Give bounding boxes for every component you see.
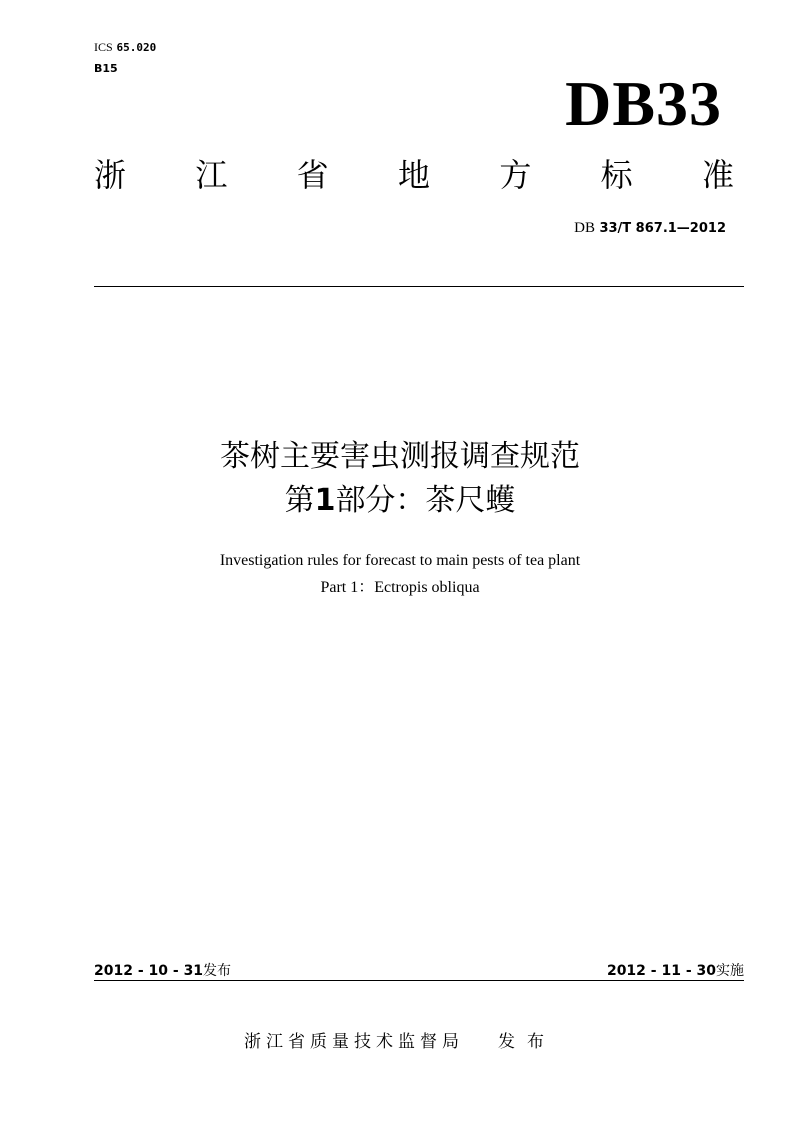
- implementation-date-value: 2012 - 11 - 30: [606, 963, 716, 979]
- implementation-date: [607, 961, 744, 981]
- issue-date: [94, 961, 231, 981]
- standard-type-char: 省: [296, 156, 329, 194]
- header-divider: [94, 286, 744, 287]
- title-chinese-line2: [0, 480, 800, 522]
- publisher: [0, 1030, 800, 1054]
- standard-type-char: 江: [195, 156, 228, 194]
- title-part-rest: 部分：茶尺蠖: [335, 483, 516, 518]
- standard-type-char: 地: [397, 156, 430, 194]
- title-chinese-line1: 茶树主要害虫测报调查规范: [220, 439, 580, 474]
- ics-code: 65.020: [116, 41, 157, 54]
- title-english-line1: Investigation rules for forecast to main pests of tea plant: [219, 552, 581, 569]
- publisher-action: 发布: [498, 1032, 556, 1052]
- standard-type-char: 浙: [94, 156, 127, 194]
- issue-date-value: 2012 - 10 - 31: [94, 963, 204, 979]
- standard-type-char: 准: [701, 156, 734, 194]
- issue-date-label: 发布: [203, 963, 232, 979]
- title-part-prefix: 第: [284, 483, 315, 518]
- date-divider: [94, 980, 744, 981]
- standard-type-char: 方: [499, 156, 532, 194]
- standard-number: [574, 218, 726, 239]
- standard-type: [94, 152, 734, 198]
- standard-number-value: 33/T 867.1—2012: [599, 221, 726, 236]
- ccs-code: B15: [94, 62, 118, 75]
- ics-prefix: ICS: [94, 40, 113, 54]
- title-english-line2: Part 1：Ectropis obliqua: [320, 579, 480, 596]
- standard-code: DB33: [565, 68, 722, 139]
- title-part-number: 1: [314, 483, 336, 518]
- standard-number-prefix: DB: [574, 220, 595, 236]
- standard-type-char: 标: [600, 156, 633, 194]
- ics-classification: [94, 40, 156, 55]
- implementation-date-label: 实施: [716, 963, 744, 979]
- publisher-organization: 浙江省质量技术监督局: [244, 1032, 464, 1052]
